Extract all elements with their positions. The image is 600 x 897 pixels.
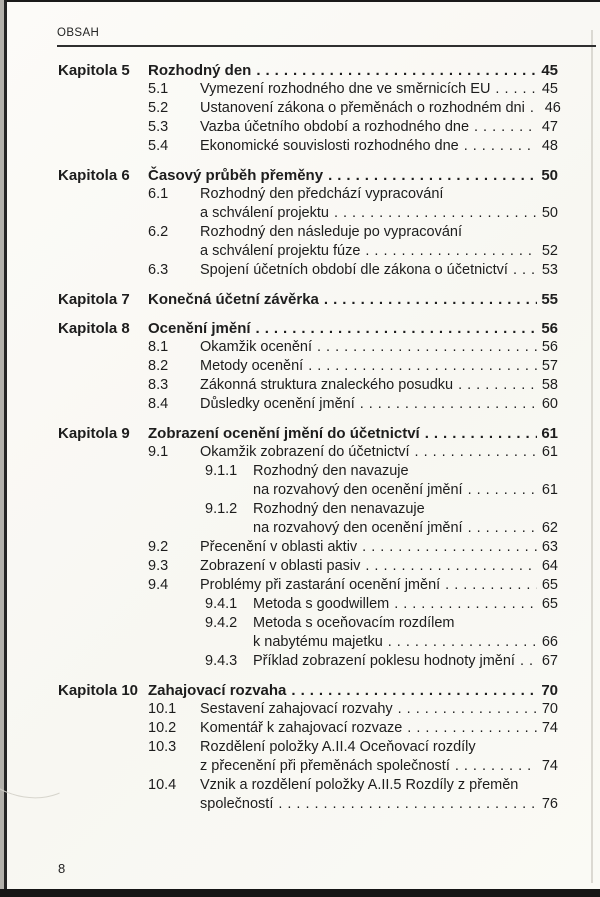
toc-chapter — [58, 319, 558, 414]
entry-text — [200, 261, 558, 280]
entry-text — [200, 538, 558, 557]
chapter-label: Kapitola 9 — [58, 425, 130, 442]
toc — [58, 61, 561, 814]
running-head-title: OBSAH — [57, 27, 100, 39]
entry-text — [253, 462, 558, 500]
entry-number: 9.1.1 — [205, 463, 238, 479]
entry-text — [200, 576, 558, 595]
entry-line: Vymezení rozhodného dne ve směrnicích EU — [200, 81, 491, 97]
dot-leader — [425, 424, 537, 443]
entry-line: Metody ocenění — [200, 358, 304, 374]
toc-entry — [148, 118, 558, 137]
toc-chapter-heading — [58, 290, 558, 309]
entry-text — [200, 395, 558, 414]
page-edge-shadow — [591, 30, 593, 883]
entry-last-line — [200, 719, 558, 738]
entry-line: Příklad zobrazení poklesu hodnoty jmění — [253, 653, 515, 669]
entry-text — [200, 99, 561, 118]
entry-last-line — [200, 357, 558, 376]
entry-number: 9.4.3 — [205, 653, 238, 669]
entry-number: 9.4 — [148, 577, 169, 593]
dot-leader — [360, 395, 537, 414]
entry-text — [253, 500, 558, 538]
toc-chapter-heading — [58, 681, 558, 700]
page-number: 8 — [58, 861, 66, 876]
entry-line: Metoda s oceňovacím rozdílem — [253, 615, 455, 631]
entry-number: 10.3 — [148, 739, 177, 755]
entry-last-line — [200, 757, 558, 776]
entry-last-line — [200, 80, 558, 99]
toc-entry — [148, 99, 561, 118]
chapter-page-number: 45 — [541, 62, 558, 79]
toc-entry — [148, 595, 558, 614]
entry-text — [253, 595, 558, 614]
entry-number: 8.1 — [148, 339, 169, 355]
toc-entry — [148, 338, 558, 357]
toc-chapter — [58, 681, 558, 814]
entry-last-line — [200, 118, 558, 137]
toc-entry — [148, 776, 558, 814]
entry-page-number: 61 — [541, 482, 558, 498]
entry-page-number: 65 — [541, 596, 558, 612]
entry-page-number: 63 — [541, 539, 558, 555]
entry-number: 6.3 — [148, 262, 169, 278]
dot-leader — [445, 576, 537, 595]
entry-line: Vznik a rozdělení položky A.II.5 Rozdíly z přeměn — [200, 777, 519, 793]
dot-leader — [334, 204, 537, 223]
entry-text — [200, 357, 558, 376]
chapter-title: Zahajovací rozvaha — [148, 682, 287, 699]
entry-line: Ekonomické souvislosti rozhodného dne — [200, 138, 459, 154]
dot-leader — [468, 519, 537, 538]
entry-line: Zákonná struktura znaleckého posudku — [200, 377, 454, 393]
toc-chapter — [58, 61, 561, 156]
chapter-page-number: 70 — [541, 682, 558, 699]
entry-line: Zobrazení v oblasti pasiv — [200, 558, 361, 574]
entry-text — [200, 443, 558, 462]
dot-leader — [530, 99, 540, 118]
entry-last-line — [200, 395, 558, 414]
dot-leader — [468, 481, 537, 500]
chapter-label: Kapitola 7 — [58, 291, 130, 308]
entry-line: Přecenění v oblasti aktiv — [200, 539, 358, 555]
entry-last-line — [253, 652, 558, 671]
toc-entry — [148, 719, 558, 738]
dot-leader — [398, 700, 537, 719]
entry-last-line — [200, 242, 558, 261]
entry-number: 6.2 — [148, 224, 169, 240]
entry-text — [200, 80, 558, 99]
toc-entry — [148, 223, 558, 261]
entry-page-number: 66 — [541, 634, 558, 650]
entry-page-number: 53 — [541, 262, 558, 278]
entry-line: Okamžik zobrazení do účetnictví — [200, 444, 410, 460]
entry-last-line — [200, 261, 558, 280]
entry-page-number: 67 — [541, 653, 558, 669]
toc-entry — [148, 80, 558, 99]
entry-last-line — [200, 538, 558, 557]
entry-line: Spojení účetních období dle zákona o účetnictví — [200, 262, 508, 278]
chapter-page-number: 50 — [541, 167, 558, 184]
entry-text — [253, 614, 558, 652]
chapter-page-number: 56 — [541, 320, 558, 337]
toc-entry — [148, 137, 558, 156]
entry-line: Rozhodný den navazuje — [253, 463, 409, 479]
dot-leader — [415, 443, 537, 462]
entry-number: 10.1 — [148, 701, 177, 717]
dot-leader — [324, 290, 537, 309]
entry-text — [200, 776, 558, 814]
entry-page-number: 52 — [541, 243, 558, 259]
toc-entry — [148, 443, 558, 462]
scan-border-bottom — [0, 889, 600, 897]
dot-leader — [474, 118, 537, 137]
dot-leader — [308, 357, 537, 376]
entry-line: Okamžik ocenění — [200, 339, 313, 355]
entry-number: 8.4 — [148, 396, 169, 412]
dot-leader — [407, 719, 537, 738]
entry-number: 5.4 — [148, 138, 169, 154]
dot-leader — [256, 319, 537, 338]
chapter-title: Časový průběh přeměny — [148, 167, 324, 184]
entry-last-line — [200, 99, 561, 118]
entry-number: 9.1.2 — [205, 501, 238, 517]
toc-entry — [148, 357, 558, 376]
entry-last-line — [253, 519, 558, 538]
entry-line: Rozhodný den nenavazuje — [253, 501, 425, 517]
entry-page-number: 62 — [541, 520, 558, 536]
toc-entry — [148, 557, 558, 576]
toc-entry — [148, 614, 558, 652]
toc-entry — [148, 395, 558, 414]
dot-leader — [362, 538, 537, 557]
entry-last-line — [200, 443, 558, 462]
dot-leader — [365, 557, 537, 576]
entry-page-number: 74 — [541, 758, 558, 774]
entry-page-number: 70 — [541, 701, 558, 717]
entry-last-line — [200, 576, 558, 595]
chapter-page-number: 61 — [541, 425, 558, 442]
page-header — [57, 27, 596, 47]
entry-page-number: 56 — [541, 339, 558, 355]
entry-line: Vazba účetního období a rozhodného dne — [200, 119, 470, 135]
dot-leader — [278, 795, 537, 814]
entry-line: Rozdělení položky A.II.4 Oceňovací rozdíly — [200, 739, 476, 755]
entry-number: 9.3 — [148, 558, 169, 574]
entry-text — [253, 652, 558, 671]
entry-line: Rozhodný den následuje po vypracování — [200, 224, 462, 240]
entry-number: 6.1 — [148, 186, 169, 202]
entry-number: 9.4.2 — [205, 615, 238, 631]
toc-entry — [148, 576, 558, 595]
entry-page-number: 61 — [541, 444, 558, 460]
entry-page-number: 74 — [541, 720, 558, 736]
entry-text — [200, 137, 558, 156]
entry-text — [200, 338, 558, 357]
entry-line: Sestavení zahajovací rozvahy — [200, 701, 393, 717]
entry-page-number: 47 — [541, 119, 558, 135]
entry-last-line — [200, 700, 558, 719]
entry-number: 9.2 — [148, 539, 169, 555]
entry-last-line — [200, 795, 558, 814]
toc-chapter-heading — [58, 319, 558, 338]
entry-page-number: 65 — [541, 577, 558, 593]
entry-line: Ustanovení zákona o přeměnách o rozhodném dni — [200, 100, 525, 116]
entry-last-line — [200, 204, 558, 223]
entry-text — [200, 700, 558, 719]
entry-number: 8.3 — [148, 377, 169, 393]
entry-last-line — [253, 595, 558, 614]
toc-chapter-heading — [58, 166, 558, 185]
chapter-label: Kapitola 8 — [58, 320, 130, 337]
entry-number: 5.2 — [148, 100, 169, 116]
chapter-label: Kapitola 10 — [58, 682, 139, 699]
entry-line: Problémy při zastarání ocenění jmění — [200, 577, 441, 593]
dot-leader — [464, 137, 537, 156]
entry-text — [200, 118, 558, 137]
entry-page-number: 60 — [541, 396, 558, 412]
entry-line: a schválení projektu — [200, 205, 329, 221]
entry-line: a schválení projektu fúze — [200, 243, 361, 259]
entry-page-number: 58 — [541, 377, 558, 393]
chapter-label: Kapitola 5 — [58, 62, 130, 79]
entry-text — [200, 719, 558, 738]
dot-leader — [388, 633, 537, 652]
entry-line: na rozvahový den ocenění jmění — [253, 520, 463, 536]
entry-last-line — [200, 376, 558, 395]
entry-page-number: 45 — [541, 81, 558, 97]
toc-chapter — [58, 424, 558, 671]
entry-number: 9.1 — [148, 444, 169, 460]
entry-page-number: 50 — [541, 205, 558, 221]
entry-line: na rozvahový den ocenění jmění — [253, 482, 463, 498]
entry-page-number: 76 — [541, 796, 558, 812]
entry-number: 5.3 — [148, 119, 169, 135]
entry-number: 10.4 — [148, 777, 177, 793]
entry-page-number: 48 — [541, 138, 558, 154]
entry-page-number: 57 — [541, 358, 558, 374]
dot-leader — [455, 757, 537, 776]
entry-page-number: 64 — [541, 558, 558, 574]
entry-number: 5.1 — [148, 81, 169, 97]
toc-entry — [148, 700, 558, 719]
entry-last-line — [200, 338, 558, 357]
chapter-title: Rozhodný den — [148, 62, 252, 79]
dot-leader — [513, 261, 537, 280]
page-footer — [58, 861, 65, 876]
chapter-title: Konečná účetní závěrka — [148, 291, 319, 308]
toc-entry — [148, 185, 558, 223]
dot-leader — [317, 338, 537, 357]
toc-entry — [148, 261, 558, 280]
entry-last-line — [200, 137, 558, 156]
entry-last-line — [253, 481, 558, 500]
entry-line: Komentář k zahajovací rozvaze — [200, 720, 403, 736]
toc-entry — [148, 538, 558, 557]
entry-number: 9.4.1 — [205, 596, 238, 612]
toc-entry — [148, 376, 558, 395]
scan-border-top — [0, 0, 600, 2]
entry-number: 8.2 — [148, 358, 169, 374]
entry-line: k nabytému majetku — [253, 634, 383, 650]
entry-last-line — [253, 633, 558, 652]
toc-chapter-heading — [58, 61, 558, 80]
chapter-label: Kapitola 6 — [58, 167, 130, 184]
entry-line: Rozhodný den předchází vypracování — [200, 186, 444, 202]
chapter-title: Ocenění jmění — [148, 320, 251, 337]
entry-text — [200, 376, 558, 395]
toc-chapter — [58, 166, 558, 280]
entry-number: 10.2 — [148, 720, 177, 736]
dot-leader — [256, 61, 537, 80]
entry-line: Metoda s goodwillem — [253, 596, 390, 612]
entry-line: z přecenění při přeměnách společností — [200, 758, 450, 774]
entry-last-line — [200, 557, 558, 576]
toc-chapter-heading — [58, 424, 558, 443]
dot-leader — [495, 80, 537, 99]
dot-leader — [520, 652, 537, 671]
chapter-page-number: 55 — [541, 291, 558, 308]
dot-leader — [328, 166, 537, 185]
dot-leader — [458, 376, 537, 395]
dot-leader — [394, 595, 537, 614]
entry-text — [200, 223, 558, 261]
dot-leader — [291, 681, 537, 700]
toc-entry — [148, 652, 558, 671]
chapter-title: Zobrazení ocenění jmění do účetnictví — [148, 425, 420, 442]
toc-entry — [148, 738, 558, 776]
toc-entry — [148, 500, 558, 538]
dot-leader — [365, 242, 537, 261]
entry-line: Důsledky ocenění jmění — [200, 396, 355, 412]
toc-entry — [148, 462, 558, 500]
toc-chapter — [58, 290, 558, 309]
entry-page-number: 46 — [544, 100, 561, 116]
entry-text — [200, 557, 558, 576]
entry-line: společností — [200, 796, 274, 812]
entry-text — [200, 738, 558, 776]
entry-text — [200, 185, 558, 223]
